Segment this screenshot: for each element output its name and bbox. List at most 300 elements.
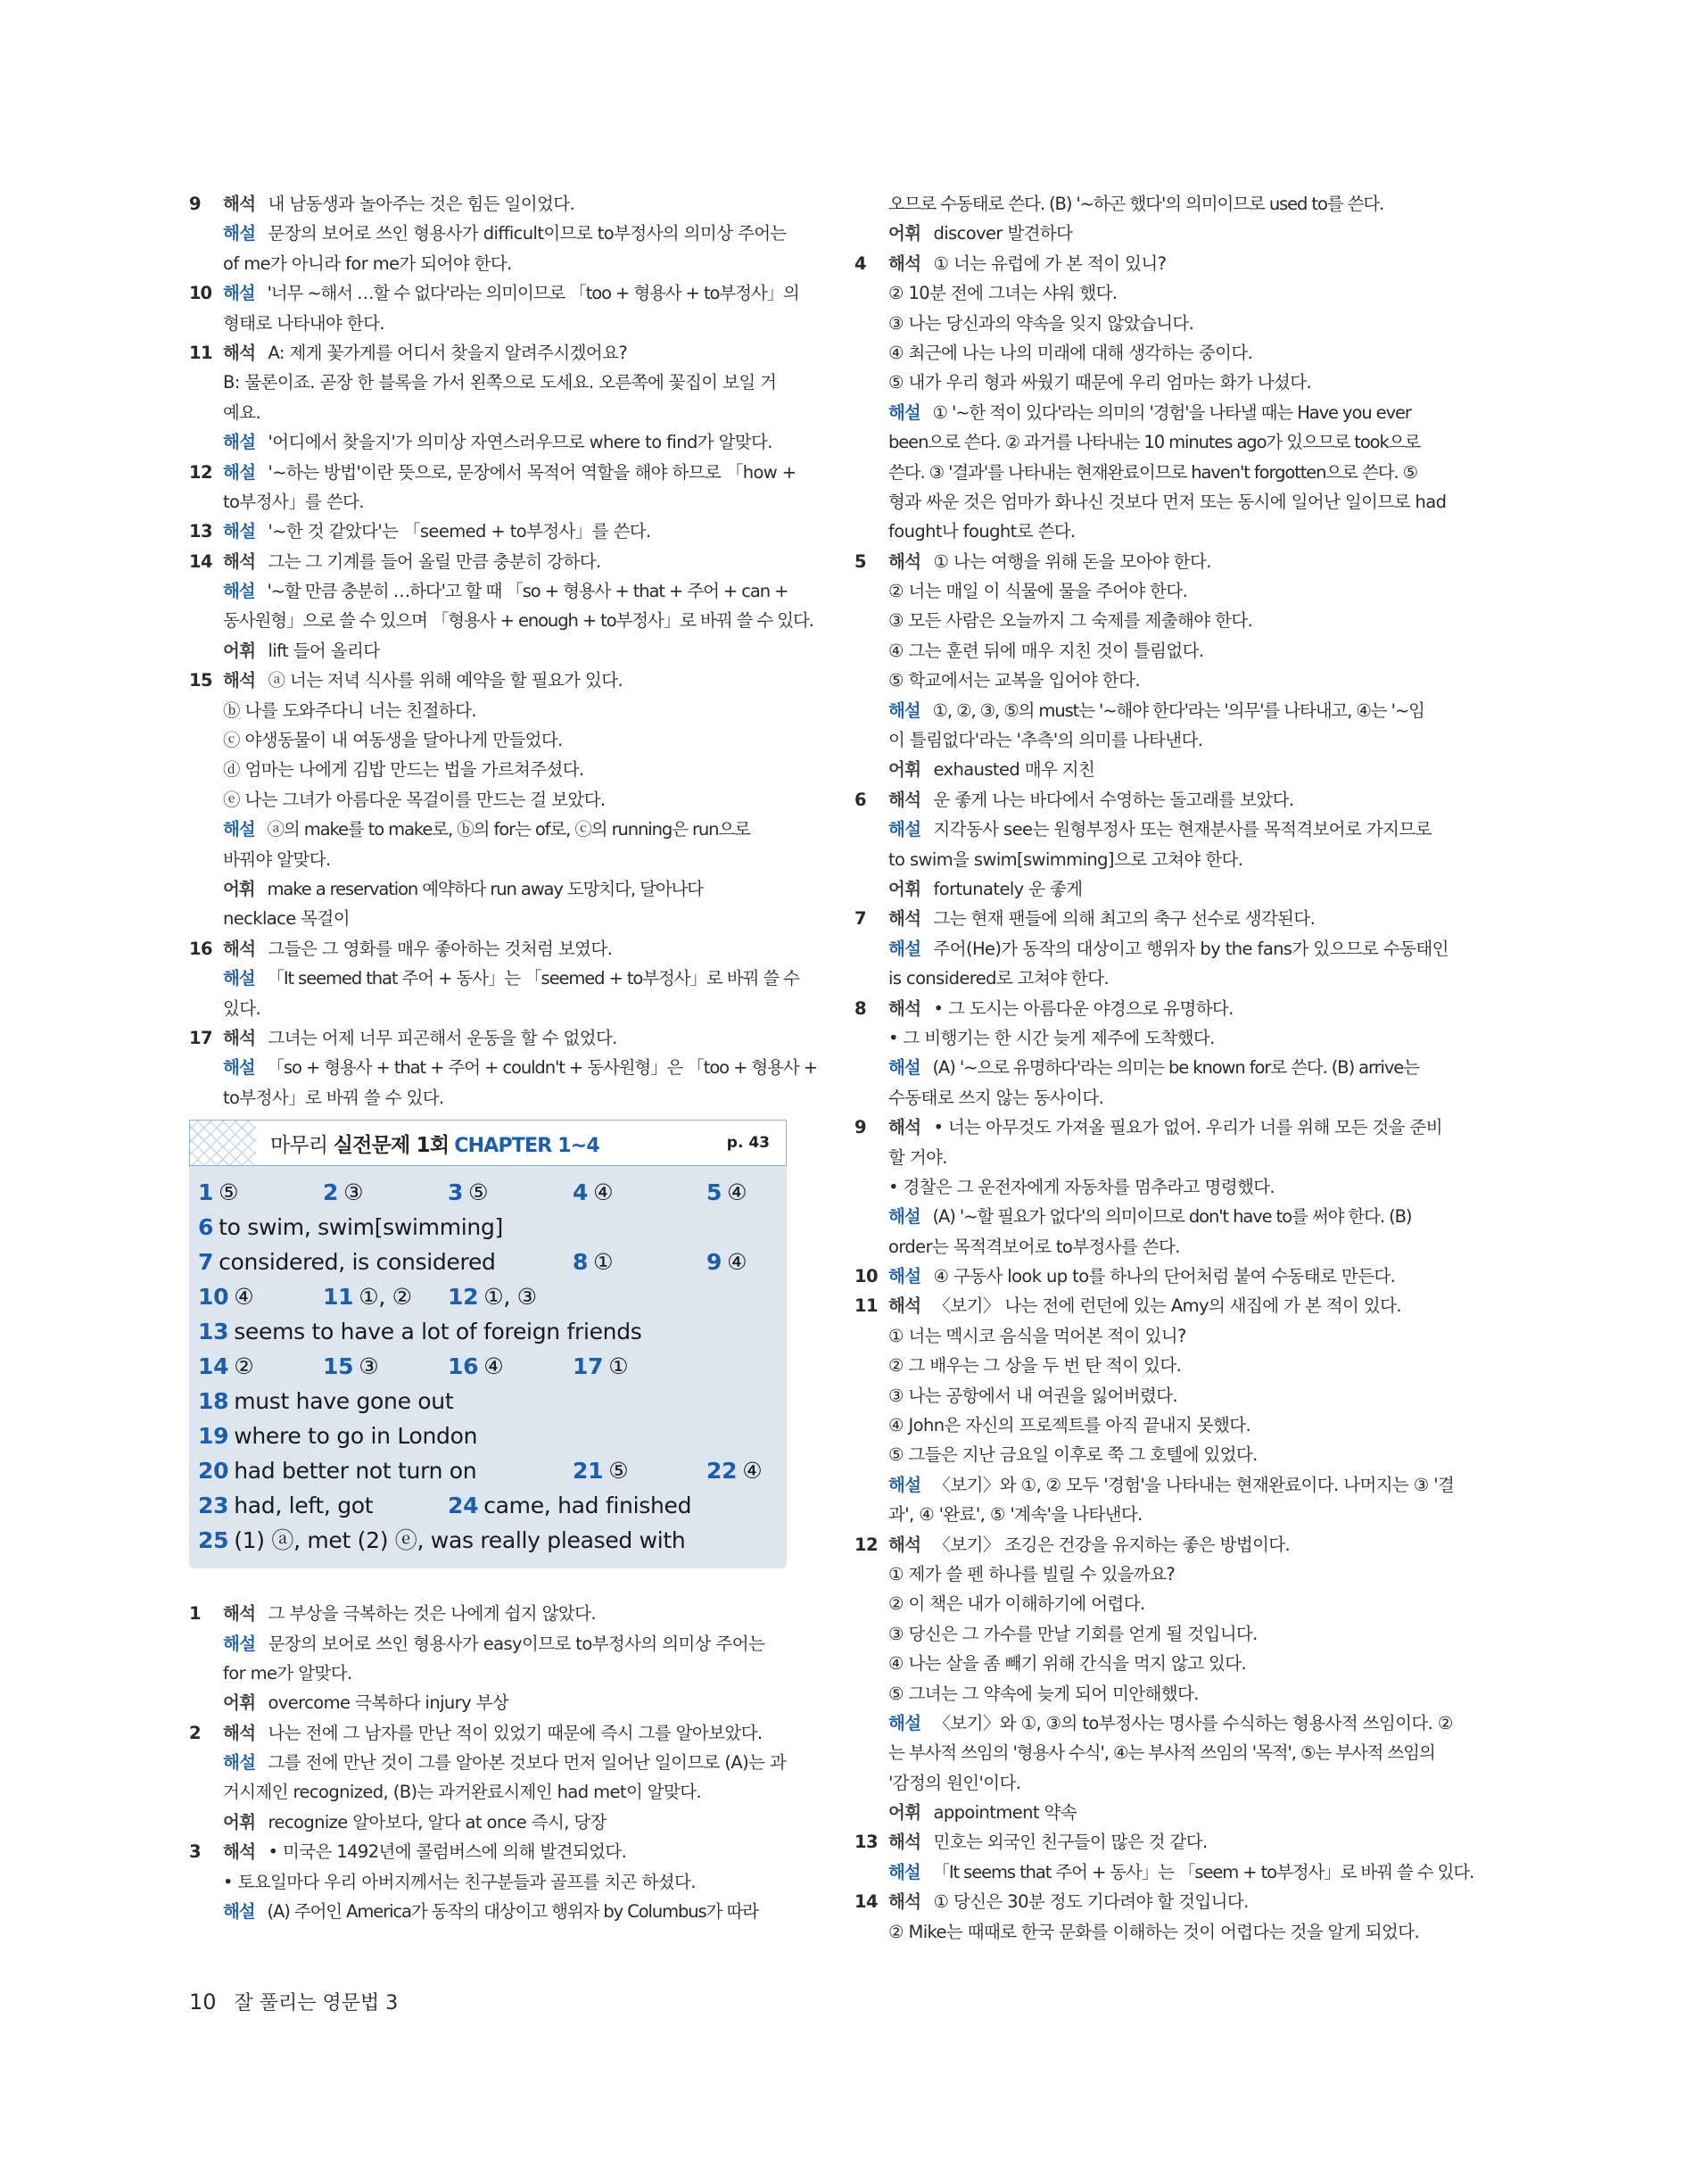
answer-row <box>189 1349 787 1384</box>
line-text: ④ 최근에 나는 나의 미래에 대해 생각하는 중이다. <box>888 342 1253 363</box>
answer-value: ④ <box>727 1179 747 1206</box>
page-footer <box>189 1988 398 2015</box>
line-text: ① '~한 적이 있다'라는 의미의 '경험'을 나타낼 때는 Have you ever <box>932 401 1411 423</box>
line-text: 오므로 수동태로 쓴다. (B) '~하곤 했다'의 의미이므로 used to를 쓴다. <box>888 194 1384 214</box>
answer-value: had better not turn on <box>234 1458 477 1485</box>
line-body <box>223 249 512 278</box>
line-text: for me가 알맞다. <box>223 1662 352 1684</box>
line-text: ② 이 책은 내가 이해하기에 어렵다. <box>888 1593 1145 1615</box>
line-text: ③ 나는 당신과의 약속을 잊지 않았습니다. <box>888 312 1194 334</box>
text-line <box>854 1798 1479 1827</box>
line-text: fortunately 운 좋게 <box>933 878 1083 899</box>
section-label: 해설 <box>888 1861 920 1882</box>
right-column <box>854 189 1479 1947</box>
section-label: 해석 <box>888 550 921 572</box>
answer-value: ③ <box>359 1353 379 1380</box>
text-line <box>854 249 1479 278</box>
answer-number: 20 <box>198 1458 229 1485</box>
answer-number: 7 <box>198 1249 214 1276</box>
line-text: 나는 전에 그 남자를 만난 적이 있었기 때문에 즉시 그를 알아보았다. <box>268 1722 763 1743</box>
answer-value: ④ <box>234 1284 254 1311</box>
line-text: B: 물론이죠. 곧장 한 블록을 가서 왼쪽으로 도세요. 오른쪽에 꽃집이 보일 거 <box>223 372 777 393</box>
answer-number: 25 <box>198 1527 229 1554</box>
question-number: 12 <box>189 461 212 483</box>
line-text: ③ 당신은 그 가수를 만날 기회를 얻게 될 것입니다. <box>888 1623 1258 1644</box>
line-body <box>223 1867 696 1897</box>
answer-row <box>189 1419 787 1453</box>
text-line <box>854 1619 1479 1649</box>
section-label: 어휘 <box>223 878 255 899</box>
answer-number: 10 <box>198 1284 229 1311</box>
line-body <box>223 1053 817 1082</box>
line-body <box>223 1629 764 1659</box>
line-body <box>223 189 574 219</box>
line-text: order는 목적격보어로 to부정사를 쓴다. <box>888 1236 1180 1257</box>
answer-item <box>198 1210 503 1245</box>
line-text: been으로 쓴다. ② 과거를 나타내는 10 minutes ago가 있으므로 took으로 <box>888 432 1421 453</box>
answer-value: ① <box>593 1249 614 1276</box>
text-line <box>189 1867 809 1897</box>
section-label: 해설 <box>888 1266 921 1287</box>
text-line <box>854 1023 1479 1053</box>
text-line <box>854 576 1479 606</box>
answer-value: ④ <box>483 1353 504 1380</box>
line-body <box>223 368 776 397</box>
line-body <box>223 636 379 666</box>
text-line <box>189 458 809 487</box>
line-text: 문장의 보어로 쓰인 형용사가 difficult이므로 to부정사의 의미상 주어는 <box>268 223 787 244</box>
section-label: 해설 <box>888 401 920 423</box>
line-body <box>888 1172 1275 1202</box>
section-label: 해설 <box>888 819 921 840</box>
line-body <box>888 1202 1411 1231</box>
answer-value: ② <box>234 1353 254 1380</box>
section-label: 어휘 <box>223 640 256 661</box>
question-number: 8 <box>854 997 866 1019</box>
text-line <box>854 1887 1479 1916</box>
line-body <box>888 1232 1180 1262</box>
answer-item <box>198 1488 373 1523</box>
line-body <box>223 666 623 695</box>
section-label: 해석 <box>223 1722 256 1743</box>
line-text: is considered로 고쳐야 한다. <box>888 968 1110 989</box>
line-body <box>888 606 1252 635</box>
line-text: 예요. <box>223 401 261 423</box>
text-line <box>189 725 809 755</box>
answer-value: ④ <box>742 1458 763 1485</box>
line-text: ④ John은 자신의 프로젝트를 아직 끝내지 못했다. <box>888 1415 1251 1436</box>
line-text: 그는 현재 팬들에 의해 최고의 축구 선수로 생각된다. <box>933 908 1316 930</box>
line-text: '어디에서 찾을지'가 의미상 자연스러우므로 where to find가 알맞다. <box>268 432 772 453</box>
answer-row <box>189 1279 787 1314</box>
text-line <box>854 636 1479 666</box>
line-text: appointment 약속 <box>933 1802 1077 1824</box>
text-line <box>854 1559 1479 1589</box>
text-line <box>854 1083 1479 1113</box>
answer-row <box>189 1384 787 1419</box>
question-number: 17 <box>189 1027 212 1048</box>
question-number: 2 <box>189 1722 201 1743</box>
text-line <box>189 368 809 397</box>
text-line <box>189 1688 809 1717</box>
question-number: 12 <box>854 1534 878 1555</box>
line-body <box>223 755 584 784</box>
line-body <box>888 815 1432 844</box>
text-line <box>189 994 809 1023</box>
section-label: 해석 <box>888 789 921 810</box>
line-text: 〈보기〉 나는 전에 런던에 있는 Amy의 새집에 가 본 적이 있다. <box>933 1295 1401 1317</box>
text-line <box>854 1500 1479 1529</box>
text-line <box>854 309 1479 338</box>
page-number: 10 <box>189 1990 217 2014</box>
line-body <box>223 1777 701 1807</box>
answer-item <box>198 1314 642 1349</box>
line-text: make a reservation 예약하다 run away 도망치다, 달아나다 <box>267 878 704 899</box>
line-body <box>223 309 384 338</box>
line-text: (A) '~으로 유명하다'라는 의미는 be known for로 쓴다. (B) arrive는 <box>932 1057 1419 1079</box>
line-body <box>888 1321 1186 1351</box>
text-line <box>189 845 809 874</box>
question-number: 11 <box>854 1295 878 1317</box>
text-line <box>189 1748 809 1777</box>
line-body <box>223 338 627 368</box>
line-text: discover 발견하다 <box>933 223 1073 244</box>
text-line <box>854 1202 1479 1231</box>
line-body <box>888 338 1252 368</box>
section-label: 해석 <box>223 1027 256 1048</box>
line-body <box>888 1619 1258 1649</box>
line-text: 그는 그 기계를 들어 올릴 만큼 충분히 강하다. <box>268 550 601 572</box>
answer-number: 3 <box>448 1179 464 1206</box>
section-label: 해설 <box>223 521 256 542</box>
line-text: • 토요일마다 우리 아버지께서는 친구분들과 골프를 치곤 하셨다. <box>223 1871 696 1892</box>
line-body <box>223 547 601 576</box>
text-line <box>189 278 809 308</box>
line-text: ⑤ 그들은 지난 금요일 이후로 쭉 그 호텔에 있었다. <box>888 1444 1258 1466</box>
line-body <box>223 576 788 606</box>
line-body <box>223 1897 758 1926</box>
line-text: to부정사」로 바꿔 쓸 수 있다. <box>223 1087 444 1108</box>
header-pattern-decoration <box>190 1121 256 1165</box>
answer-item <box>323 1279 412 1314</box>
answer-number: 19 <box>198 1423 229 1450</box>
answer-item <box>448 1279 537 1314</box>
section-label: 해설 <box>888 1206 920 1228</box>
text-line <box>854 666 1479 695</box>
line-body <box>223 427 772 457</box>
line-text: '너무 ~해서 …할 수 없다'라는 의미이므로 「too + 형용사 + to부정사」의 <box>267 283 799 304</box>
line-text: 바꿔야 알맞다. <box>223 848 331 870</box>
section-label: 해설 <box>888 938 921 959</box>
text-line <box>189 398 809 427</box>
answer-number: 13 <box>198 1319 229 1345</box>
line-body <box>888 636 1203 666</box>
line-text: 형태로 나타내야 한다. <box>223 312 384 334</box>
section-label: 해석 <box>223 670 256 691</box>
line-body <box>888 994 1234 1023</box>
answer-number: 6 <box>198 1214 214 1241</box>
answer-item <box>198 1349 253 1384</box>
line-body <box>888 547 1211 576</box>
line-text: ①, ②, ③, ⑤의 must는 '~해야 한다'라는 '의무'를 나타내고, ④는 '~임 <box>932 699 1424 721</box>
section-label: 해석 <box>223 1603 256 1625</box>
answer-value: ④ <box>593 1179 614 1206</box>
text-line <box>854 1738 1479 1767</box>
text-line <box>854 1649 1479 1678</box>
question-number: 10 <box>854 1266 878 1287</box>
line-body <box>888 517 1076 546</box>
answer-number: 2 <box>323 1179 339 1206</box>
answer-number: 24 <box>448 1493 479 1519</box>
text-line <box>189 1599 809 1628</box>
line-body <box>223 1748 786 1777</box>
text-line <box>854 1113 1479 1142</box>
section-label: 해설 <box>888 1057 920 1079</box>
line-text: ④ 구동사 look up to를 하나의 단어처럼 붙여 수동태로 만든다. <box>933 1266 1396 1287</box>
title-prefix: 마무리 <box>270 1133 334 1157</box>
line-text: 이 틀림없다'라는 '추측'의 의미를 나타낸다. <box>888 730 1203 751</box>
answer-value: seems to have a lot of foreign friends <box>234 1319 642 1345</box>
section-label: 해석 <box>888 1832 921 1853</box>
line-body <box>888 845 1242 874</box>
section-label: 해설 <box>223 1633 256 1654</box>
question-number: 16 <box>189 938 212 959</box>
line-body <box>888 934 1449 964</box>
text-line <box>189 517 809 546</box>
answer-value: ④ <box>727 1249 747 1276</box>
title-main: 실전문제 1회 <box>333 1133 450 1157</box>
line-text: ① 제가 쓸 펜 하나를 빌릴 수 있을까요? <box>888 1563 1176 1584</box>
answer-item <box>198 1384 453 1419</box>
line-body <box>888 755 1094 784</box>
text-line <box>854 934 1479 964</box>
text-line <box>854 427 1479 457</box>
line-text: • 그 비행기는 한 시간 늦게 제주에 도착했다. <box>888 1027 1215 1048</box>
text-line <box>854 696 1479 725</box>
line-body <box>223 1023 617 1053</box>
answer-value: where to go in London <box>234 1423 478 1450</box>
question-number: 10 <box>189 283 211 304</box>
answer-number: 8 <box>573 1249 589 1276</box>
line-text: • 미국은 1492년에 콜럼버스에 의해 발견되었다. <box>268 1841 627 1863</box>
line-body <box>888 398 1411 427</box>
text-line <box>189 1629 809 1659</box>
line-text: ⑤ 내가 우리 형과 싸웠기 때문에 우리 엄마는 화가 나셨다. <box>888 372 1312 393</box>
text-line <box>854 1410 1479 1440</box>
line-body <box>888 1679 1199 1708</box>
line-body <box>888 904 1315 933</box>
question-number: 3 <box>189 1841 201 1863</box>
answer-number: 22 <box>706 1458 738 1485</box>
line-text: 수동태로 쓰지 않는 동사이다. <box>888 1087 1104 1108</box>
line-body <box>223 785 605 815</box>
answer-key-header <box>189 1120 787 1166</box>
text-line <box>854 398 1479 427</box>
text-line <box>189 338 809 368</box>
section-label: 해석 <box>223 1841 256 1863</box>
line-text: fought나 fought로 쓴다. <box>888 521 1076 542</box>
text-line <box>189 785 809 815</box>
question-number: 5 <box>854 550 866 572</box>
line-body <box>223 696 476 725</box>
line-body <box>888 1053 1419 1082</box>
line-body <box>888 1500 1143 1529</box>
text-line <box>854 1917 1479 1947</box>
text-line <box>189 1083 809 1113</box>
section-label: 해설 <box>223 223 256 244</box>
text-line <box>854 1708 1479 1738</box>
section-label: 해설 <box>223 581 255 602</box>
line-text: recognize 알아보다, 알다 at once 즉시, 당장 <box>268 1811 607 1832</box>
answer-item <box>573 1245 613 1279</box>
answer-item <box>323 1175 363 1210</box>
text-line <box>854 189 1479 219</box>
text-line <box>854 219 1479 248</box>
line-text: to swim을 swim[swimming]으로 고쳐야 한다. <box>888 848 1243 870</box>
text-line <box>854 1172 1479 1202</box>
answer-value: (1) ⓐ, met (2) ⓔ, was really pleased with <box>234 1527 686 1554</box>
answer-value: ③ <box>343 1179 364 1206</box>
line-body <box>888 1440 1258 1469</box>
line-body <box>888 1857 1473 1887</box>
text-line <box>854 1291 1479 1320</box>
text-line <box>854 606 1479 635</box>
line-text: 과', ④ '완료', ⑤ '계속'을 나타낸다. <box>888 1504 1143 1526</box>
line-text: ① 당신은 30분 정도 기다려야 할 것입니다. <box>933 1891 1249 1913</box>
section-label: 어휘 <box>223 1811 256 1832</box>
line-text: 「so + 형용사 + that + 주어 + couldn't + 동사원형」은 「too + 형용사 + <box>267 1057 817 1079</box>
line-body <box>888 785 1293 815</box>
answer-number: 15 <box>323 1353 354 1380</box>
line-text: ② Mike는 때때로 한국 문화를 이해하는 것이 어렵다는 것을 알게 되었다. <box>888 1921 1420 1942</box>
section-label: 해설 <box>888 1474 921 1495</box>
line-body <box>223 815 750 844</box>
section-label: 해설 <box>888 699 920 721</box>
line-text: 〈보기〉와 ①, ② 모두 '경험'을 나타내는 현재완료이다. 나머지는 ③ '결 <box>933 1474 1455 1495</box>
line-body <box>888 458 1417 487</box>
line-body <box>223 725 563 755</box>
answer-value: ① <box>608 1353 629 1380</box>
line-body <box>888 1887 1249 1916</box>
line-body <box>888 696 1424 725</box>
question-number: 13 <box>189 521 212 542</box>
line-text: lift 들어 올리다 <box>268 640 380 661</box>
line-text: 있다. <box>223 997 261 1019</box>
answer-key-body <box>189 1166 787 1568</box>
answer-item <box>448 1349 503 1384</box>
section-label: 해석 <box>888 1117 921 1138</box>
answer-key-box <box>189 1120 787 1568</box>
answer-value: considered, is considered <box>219 1249 496 1276</box>
left-explanations-top <box>189 189 817 1113</box>
line-body <box>888 1083 1103 1113</box>
line-body <box>888 576 1187 606</box>
line-body <box>888 1351 1181 1380</box>
section-label: 해설 <box>223 461 256 483</box>
line-text: ⓐ의 make를 to make로, ⓑ의 for는 of로, ⓒ의 running은 run으로 <box>267 819 750 840</box>
section-label: 해설 <box>223 1057 255 1079</box>
text-line <box>854 1143 1479 1172</box>
answer-item <box>573 1175 613 1210</box>
line-body <box>888 309 1193 338</box>
section-label: 어휘 <box>223 1692 256 1714</box>
line-body <box>888 1143 947 1172</box>
text-line <box>854 458 1479 487</box>
text-line <box>189 874 809 904</box>
line-text: ⓓ 엄마는 나에게 김밥 만드는 법을 가르쳐주셨다. <box>223 759 584 781</box>
text-line <box>189 309 809 338</box>
line-body <box>888 189 1383 219</box>
line-body <box>223 487 364 517</box>
line-body <box>888 1649 1246 1678</box>
text-line <box>854 1440 1479 1469</box>
line-text: 형과 싸운 것은 엄마가 화나신 것보다 먼저 또는 동시에 일어난 일이므로 had <box>888 491 1447 512</box>
line-text: 그녀는 어제 너무 피곤해서 운동을 할 수 없었다. <box>268 1027 617 1048</box>
question-number: 4 <box>854 252 866 274</box>
answer-item <box>706 1245 747 1279</box>
line-text: 「It seems that 주어 + 동사」는 「seem + to부정사」로 바꿔 쓸 수 있다. <box>932 1861 1474 1882</box>
answer-key-title <box>270 1129 599 1158</box>
text-line <box>189 636 809 666</box>
text-line <box>854 785 1479 815</box>
line-text: • 경찰은 그 운전자에게 자동차를 멈추라고 명령했다. <box>888 1176 1275 1197</box>
text-line <box>854 1321 1479 1351</box>
line-text: 지각동사 see는 원형부정사 또는 현재분사를 목적격보어로 가지므로 <box>933 819 1432 840</box>
text-line <box>854 964 1479 993</box>
text-line <box>189 964 809 993</box>
line-text: 거시제인 recognized, (B)는 과거완료시제인 had met이 알맞다. <box>223 1782 702 1803</box>
line-text: 문장의 보어로 쓰인 형용사가 easy이므로 to부정사의 의미상 주어는 <box>268 1633 765 1654</box>
text-line <box>854 994 1479 1023</box>
line-text: ① 너는 유럽에 가 본 적이 있니? <box>933 252 1167 274</box>
answer-row <box>189 1175 787 1210</box>
text-line <box>189 1053 817 1082</box>
line-text: ② 너는 매일 이 식물에 물을 주어야 한다. <box>888 581 1188 602</box>
text-line <box>854 1589 1479 1618</box>
line-text: ② 그 배우는 그 상을 두 번 탄 적이 있다. <box>888 1355 1182 1377</box>
line-text: ⑤ 학교에서는 교복을 입어야 한다. <box>888 670 1140 691</box>
question-number: 14 <box>189 550 212 572</box>
section-label: 해설 <box>223 1752 256 1774</box>
text-line <box>854 874 1479 904</box>
section-label: 해석 <box>223 550 256 572</box>
question-number: 1 <box>189 1603 201 1625</box>
line-text: • 그 도시는 아름다운 야경으로 유명하다. <box>933 997 1234 1019</box>
line-text: • 너는 아무것도 가져올 필요가 없어. 우리가 너를 위해 모든 것을 준비 <box>933 1117 1442 1138</box>
line-body <box>223 458 796 487</box>
section-label: 어휘 <box>888 878 921 899</box>
line-text: ③ 나는 공항에서 내 여권을 잃어버렸다. <box>888 1385 1178 1406</box>
answer-value: must have gone out <box>234 1388 454 1415</box>
line-body <box>223 1688 508 1717</box>
right-explanations <box>854 189 1479 1947</box>
line-text: 민호는 외국인 친구들이 많은 것 같다. <box>933 1832 1208 1853</box>
line-text: 「It seemed that 주어 + 동사」는 「seemed + to부정사」로 바꿔 쓸 수 <box>267 968 799 989</box>
line-text: '~하는 방법'이란 뜻으로, 문장에서 목적어 역할을 해야 하므로 「how + <box>268 461 796 483</box>
answer-number: 1 <box>198 1179 214 1206</box>
text-line <box>189 576 809 606</box>
line-body <box>888 666 1140 695</box>
line-text: A: 제게 꽃가게를 어디서 찾을지 알려주시겠어요? <box>268 342 628 363</box>
line-text: 주어(He)가 동작의 대상이고 행위자 by the fans가 있으므로 수동태인 <box>933 938 1449 959</box>
text-line <box>854 1262 1479 1291</box>
answer-item <box>448 1488 691 1523</box>
section-label: 해석 <box>223 194 256 214</box>
section-label: 어휘 <box>888 759 921 781</box>
text-line <box>854 1768 1479 1798</box>
line-body <box>888 278 1117 308</box>
line-text: exhausted 매우 지친 <box>933 759 1095 781</box>
